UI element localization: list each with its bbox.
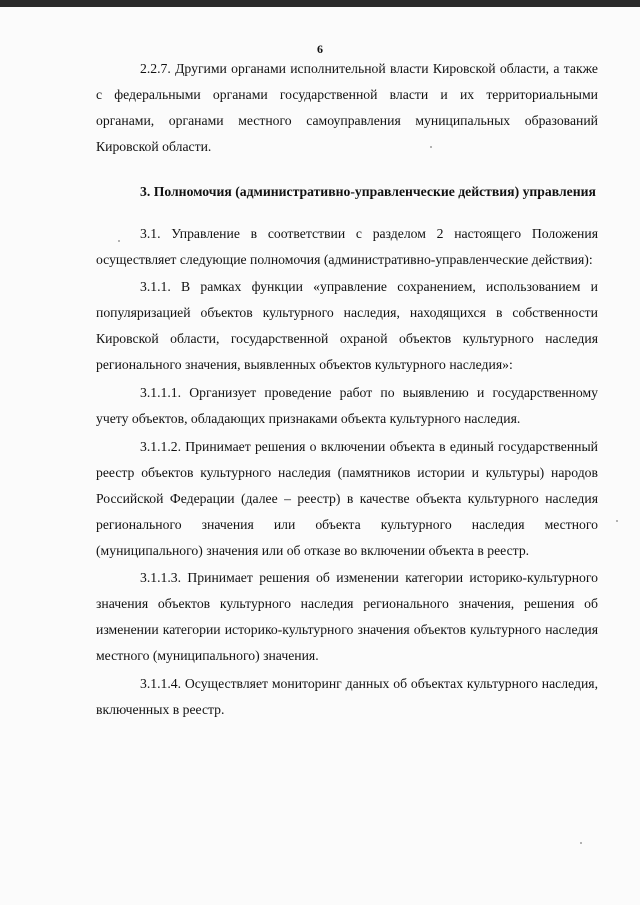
paragraph-3-1-1-4: 3.1.1.4. Осуществляет мониторинг данных об объектах культурного наследия, включенных в реестр. [96, 676, 598, 717]
page-number: 6 [317, 42, 323, 56]
document-body [96, 56, 598, 723]
paragraph-3-1-1-1: 3.1.1.1. Организует проведение работ по выявлению и государственному учету объектов, обладающих признаками объекта культурного наследия. [96, 385, 598, 426]
scan-speck [580, 842, 582, 844]
scan-speck [118, 240, 120, 242]
scan-speck [430, 146, 432, 148]
scan-speck [616, 520, 618, 522]
paragraph-3-1-1-2: 3.1.1.2. Принимает решения о включении объекта в единый государственный реестр объектов культурного наследия (памятников истории и культуры) народов Российской Федерации (далее – реестр) в качестве объекта культурного наследия регионального значения или объекта культурного наследия местного (муниципального) значения или об отказе во включении объекта в реестр. [96, 438, 598, 558]
section-3-heading: 3. Полномочия (административно-управленческие действия) управления [140, 183, 596, 199]
paragraph-2-2-7: 2.2.7. Другими органами исполнительной власти Кировской области, а также с федеральными органами государственной власти и их территориальными органами, органами местного самоуправления муниципальных образований Кировской области. [96, 61, 598, 154]
paragraph-3-1: 3.1. Управление в соответствии с разделом 2 настоящего Положения осуществляет следующие полномочия (административно-управленческие действия): [96, 225, 598, 267]
paragraph-3-1-1-3: 3.1.1.3. Принимает решения об изменении категории историко-культурного значения объектов культурного наследия регионального значения, решения об изменении категории историко-культурного значения объектов культурного наследия местного (муниципального) значения. [96, 570, 598, 664]
scan-top-border [0, 0, 640, 7]
paragraph-3-1-1: 3.1.1. В рамках функции «управление сохранением, использованием и популяризацией объектов культурного наследия, находящихся в собственности Кировской области, государственной охраной объектов культурного наследия регионального значения, выявленных объектов культурного наследия»: [96, 279, 598, 373]
